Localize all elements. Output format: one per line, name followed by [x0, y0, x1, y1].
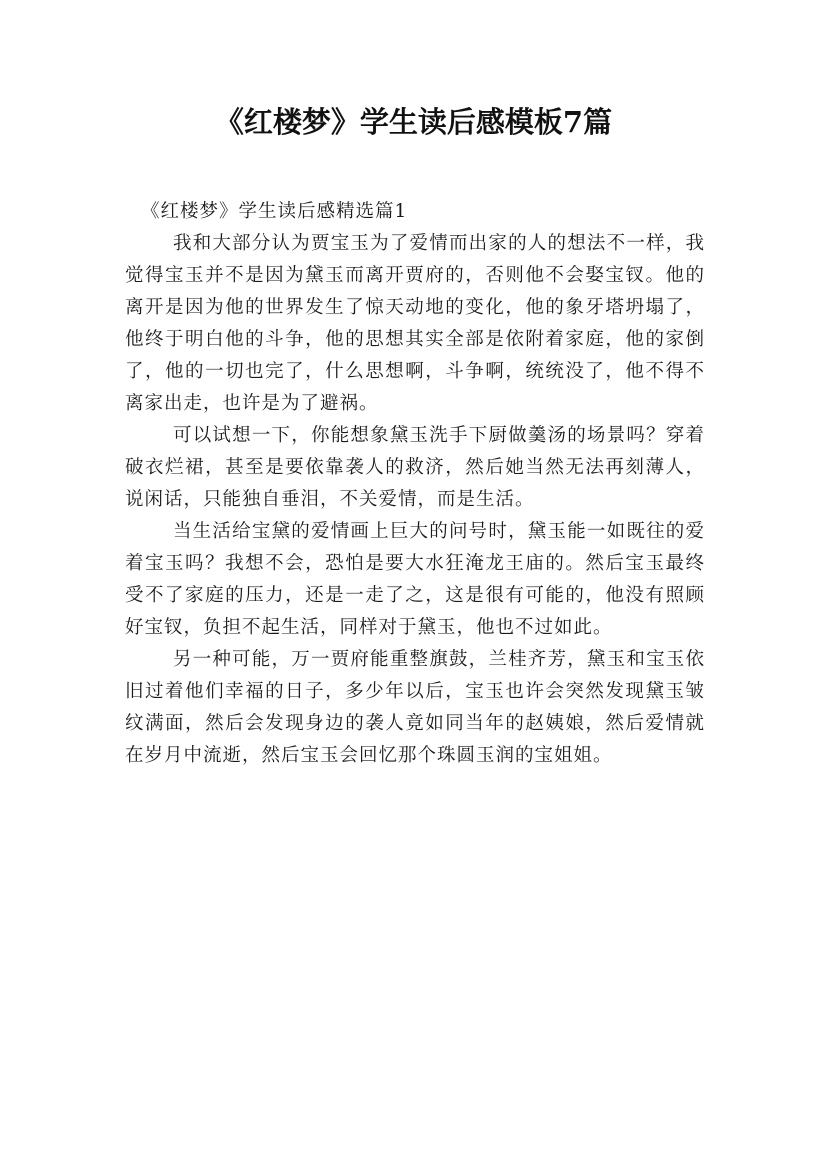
paragraph-3: 当生活给宝黛的爱情画上巨大的问号时，黛玉能一如既往的爱着宝玉吗？我想不会，恐怕是要大水狂淹龙王庙的。然后宝玉最终受不了家庭的压力，还是一走了之，这是很有可能的，他没有照顾好宝钗，负担不起生活，同样对于黛玉，他也不过如此。 — [125, 521, 705, 638]
paragraph-4: 另一种可能，万一贾府能重整旗鼓，兰桂齐芳，黛玉和宝玉依旧过着他们幸福的日子，多少年以后，宝玉也许会突然发现黛玉皱纹满面，然后会发现身边的袭人竟如同当年的赵姨娘，然后爱情就在岁月中流逝，然后宝玉会回忆那个珠圆玉润的宝姐姐。 — [125, 649, 705, 766]
document-body — [125, 196, 705, 772]
paragraph-2: 可以试想一下，你能想象黛玉洗手下厨做羹汤的场景吗？穿着破衣烂裙，甚至是要依靠袭人的救济，然后她当然无法再刻薄人，说闲话，只能独自垂泪，不关爱情，而是生活。 — [125, 425, 705, 510]
paragraph-1: 我和大部分认为贾宝玉为了爱情而出家的人的想法不一样，我觉得宝玉并不是因为黛玉而离开贾府的，否则他不会娶宝钗。他的离开是因为他的世界发生了惊天动地的变化，他的象牙塔坍塌了，他终于明白他的斗争，他的思想其实全部是依附着家庭，他的家倒了，他的一切也完了，什么思想啊，斗争啊，统统没了，他不得不离家出走，也许是为了避祸。 — [125, 233, 705, 414]
section-heading: 《红楼梦》学生读后感精选篇1 — [141, 201, 408, 222]
document-title: 《红楼梦》学生读后感模板7篇 — [214, 105, 613, 139]
